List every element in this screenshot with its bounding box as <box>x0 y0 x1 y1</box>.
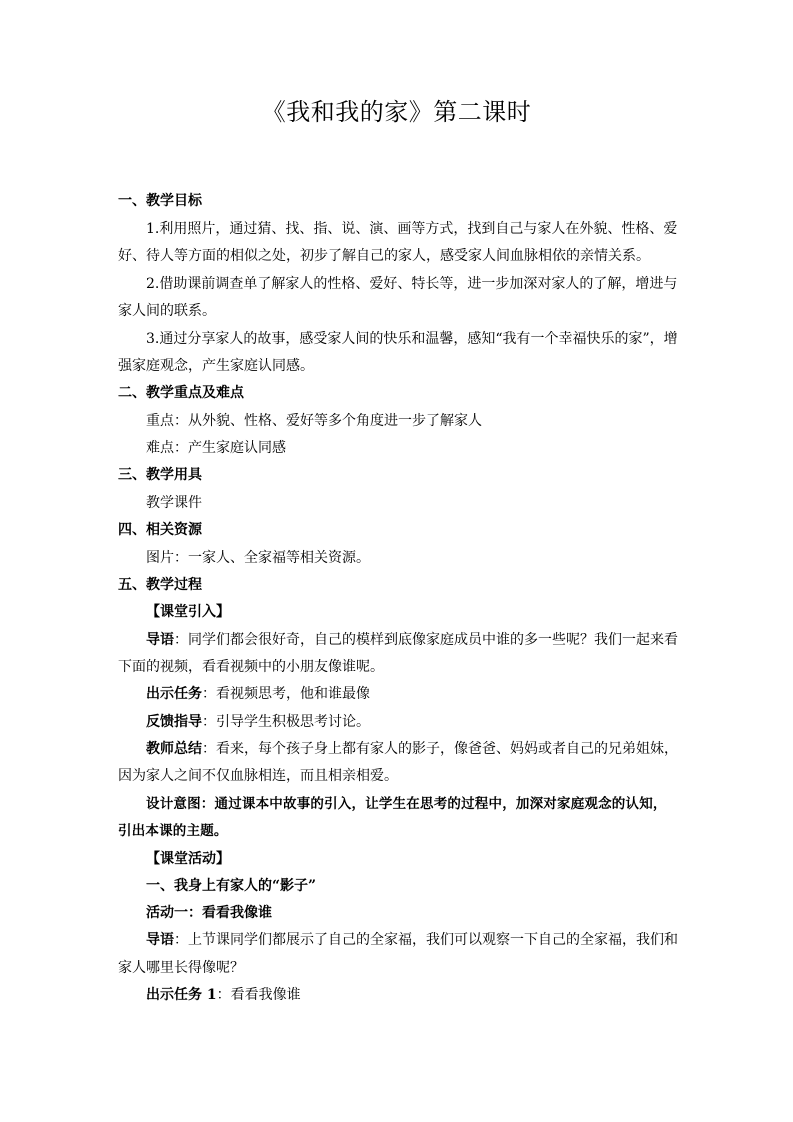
objective-1-line-1: 1.利用照片，通过猜、找、指、说、演、画等方式，找到自己与家人在外貌、性格、爱 <box>146 221 678 237</box>
teacher-summary-label: 教师总结 <box>146 741 202 757</box>
guide-2-text: ：上节课同学们都展示了自己的全家福，我们可以观察一下自己的全家福，我们和 <box>174 932 678 948</box>
task-line <box>146 684 678 704</box>
part-1-heading: 一、我身上有家人的“影子” <box>146 878 317 894</box>
task-1-text: ：看看我像谁 <box>216 987 301 1003</box>
resources-text: 图片：一家人、全家福等相关资源。 <box>146 550 370 566</box>
guide-text: ：同学们都会很好奇，自己的模样到底像家庭成员中谁的多一些呢？我们一起来看 <box>174 632 678 648</box>
guide-label: 导语 <box>146 632 174 648</box>
intro-heading: 【课堂引入】 <box>146 604 230 620</box>
objective-2-line-2: 家人间的联系。 <box>118 303 216 319</box>
section-heading-process: 五、教学过程 <box>118 577 202 593</box>
guide-2-line-2: 家人哪里长得像呢？ <box>118 960 244 976</box>
teacher-summary-line-1 <box>146 739 678 759</box>
activity-1-heading: 活动一：看看我像谁 <box>146 905 272 921</box>
activity-heading: 【课堂活动】 <box>146 851 230 867</box>
section-heading-objectives: 一、教学目标 <box>118 193 202 209</box>
objective-3-line-2: 强家庭观念，产生家庭认同感。 <box>118 358 314 374</box>
guide-line-2: 下面的视频，看看视频中的小朋友像谁呢。 <box>118 659 384 675</box>
feedback-line <box>146 712 678 732</box>
design-intent-line-2: 引出本课的主题。 <box>118 823 228 839</box>
task-label: 出示任务 <box>146 686 202 702</box>
objective-3-line-1: 3.通过分享家人的故事，感受家人间的快乐和温馨，感知“我有一个幸福快乐的家”，增 <box>146 331 678 347</box>
section-heading-resources: 四、相关资源 <box>118 522 202 538</box>
task-text: ：看视频思考，他和谁最像 <box>202 686 370 702</box>
guide-line-1 <box>146 630 678 650</box>
section-heading-key-points: 二、教学重点及难点 <box>118 385 244 401</box>
feedback-label: 反馈指导 <box>146 714 202 730</box>
objective-1-line-2: 好、待人等方面的相似之处，初步了解自己的家人，感受家人间血脉相依的亲情关系。 <box>118 248 650 264</box>
teacher-summary-text: ：看来，每个孩子身上都有家人的影子，像爸爸、妈妈或者自己的兄弟姐妹， <box>202 741 678 757</box>
key-point-text: 重点：从外貌、性格、爱好等多个角度进一步了解家人 <box>146 413 482 429</box>
feedback-text: ：引导学生积极思考讨论。 <box>202 714 370 730</box>
section-heading-tools: 三、教学用具 <box>118 467 202 483</box>
teacher-summary-line-2: 因为家人之间不仅血脉相连，而且相亲相爱。 <box>118 768 398 784</box>
design-intent-line-1: 设计意图：通过课本中故事的引入，让学生在思考的过程中，加深对家庭观念的认知， <box>146 796 667 812</box>
tools-text: 教学课件 <box>146 495 202 511</box>
task-1-label: 出示任务 1 <box>146 987 217 1003</box>
guide-2-line-1 <box>146 930 678 950</box>
guide-2-label: 导语 <box>146 932 174 948</box>
difficult-point-text: 难点：产生家庭认同感 <box>146 440 286 456</box>
objective-2-line-1: 2.借助课前调查单了解家人的性格、爱好、特长等，进一步加深对家人的了解，增进与 <box>146 276 678 292</box>
task-1-line <box>146 985 678 1005</box>
document-title: 《我和我的家》第二课时 <box>261 98 532 126</box>
